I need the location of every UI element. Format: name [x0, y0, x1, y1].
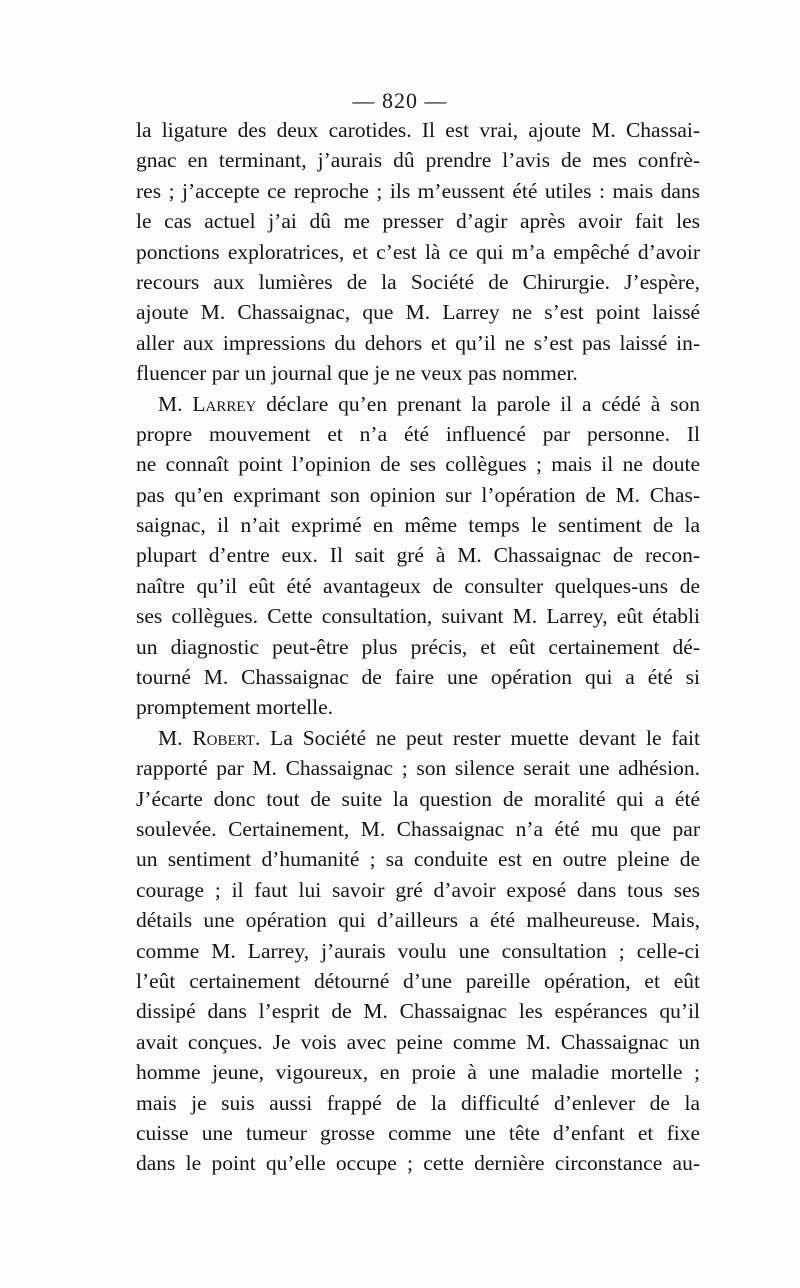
text-line: tourné M. Chassaignac de faire une opération qui a été si — [136, 665, 700, 690]
text-line: gnac en terminant, j’aurais dû prendre l’avis de mes confrè- — [136, 148, 700, 173]
text-line: homme jeune, vigoureux, en proie à une maladie mortelle ; — [136, 1060, 700, 1085]
speaker-name: Robert — [192, 725, 255, 750]
body-text — [136, 115, 700, 1179]
text-line: dans le point qu’elle occupe ; cette dernière circonstance au- — [136, 1151, 700, 1176]
page-number: — 820 — — [352, 88, 448, 113]
text-line: un sentiment d’humanité ; sa conduite est en outre pleine de — [136, 847, 700, 872]
text-line: le cas actuel j’ai dû me presser d’agir après avoir fait les — [136, 209, 700, 234]
text-line: ponctions exploratrices, et c’est là ce qui m’a empêché d’avoir — [136, 239, 700, 264]
paragraph-chassaignac-continued — [136, 115, 700, 389]
text-line: avait conçues. Je vois avec peine comme M. Chassaignac un — [136, 1029, 700, 1054]
text-line: ajoute M. Chassaignac, que M. Larrey ne s’est point laissé — [136, 300, 700, 325]
text-line — [136, 723, 700, 753]
text-line: détails une opération qui d’ailleurs a été malheureuse. Mais, — [136, 908, 700, 933]
paragraph-robert — [136, 723, 700, 1179]
text-line: J’écarte donc tout de suite la question de moralité qui a été — [136, 786, 700, 811]
text-line: dissipé dans l’esprit de M. Chassaignac les espérances qu’il — [136, 999, 700, 1024]
text-line: mais je suis aussi frappé de la difficulté d’enlever de la — [136, 1090, 700, 1115]
text-line: rapporté par M. Chassaignac ; son silence serait une adhésion. — [136, 756, 700, 781]
text-segment: déclare qu’en prenant la parole il a cédé à son — [256, 391, 700, 416]
text-line — [136, 389, 700, 419]
text-line: comme M. Larrey, j’aurais voulu une consultation ; celle-ci — [136, 938, 700, 963]
text-line: ses collègues. Cette consultation, suivant M. Larrey, eût établi — [136, 604, 700, 629]
paragraph-larrey — [136, 389, 700, 723]
text-line: aller aux impressions du dehors et qu’il ne s’est pas laissé in- — [136, 330, 700, 355]
text-line: plupart d’entre eux. Il sait gré à M. Chassaignac de recon- — [136, 543, 700, 568]
text-line: l’eût certainement détourné d’une pareille opération, et eût — [136, 968, 700, 993]
text-line: promptement mortelle. — [136, 695, 334, 720]
text-line: pas qu’en exprimant son opinion sur l’opération de M. Chas- — [136, 482, 700, 507]
text-line: la ligature des deux carotides. Il est vrai, ajoute M. Chassai- — [136, 118, 700, 142]
text-line: soulevée. Certainement, M. Chassaignac n’a été mu que par — [136, 816, 700, 841]
speaker-name: Larrey — [192, 391, 257, 416]
text-line: cuisse une tumeur grosse comme une tête d’enfant et fixe — [136, 1120, 700, 1145]
text-line: naître qu’il eût été avantageux de consulter quelques-uns de — [136, 573, 700, 598]
text-line: res ; j’accepte ce reproche ; ils m’eussent été utiles : mais dans — [136, 178, 700, 203]
speaker-prefix: M. — [158, 725, 193, 750]
text-line: recours aux lumières de la Société de Chirurgie. J’espère, — [136, 269, 700, 294]
text-line: un diagnostic peut-être plus précis, et eût certainement dé- — [136, 634, 700, 659]
text-line: fluencer par un journal que je ne veux pas nommer. — [136, 361, 578, 386]
text-line: courage ; il faut lui savoir gré d’avoir exposé dans tous ses — [136, 877, 700, 902]
text-line: ne connaît point l’opinion de ses collègues ; mais il ne doute — [136, 452, 700, 477]
text-line: saignac, il n’ait exprimé en même temps le sentiment de la — [136, 513, 700, 538]
text-segment: . La Société ne peut rester muette devant le fait — [254, 725, 700, 750]
speaker-prefix: M. — [158, 391, 193, 416]
text-line: propre mouvement et n’a été influencé par personne. Il — [136, 421, 700, 446]
